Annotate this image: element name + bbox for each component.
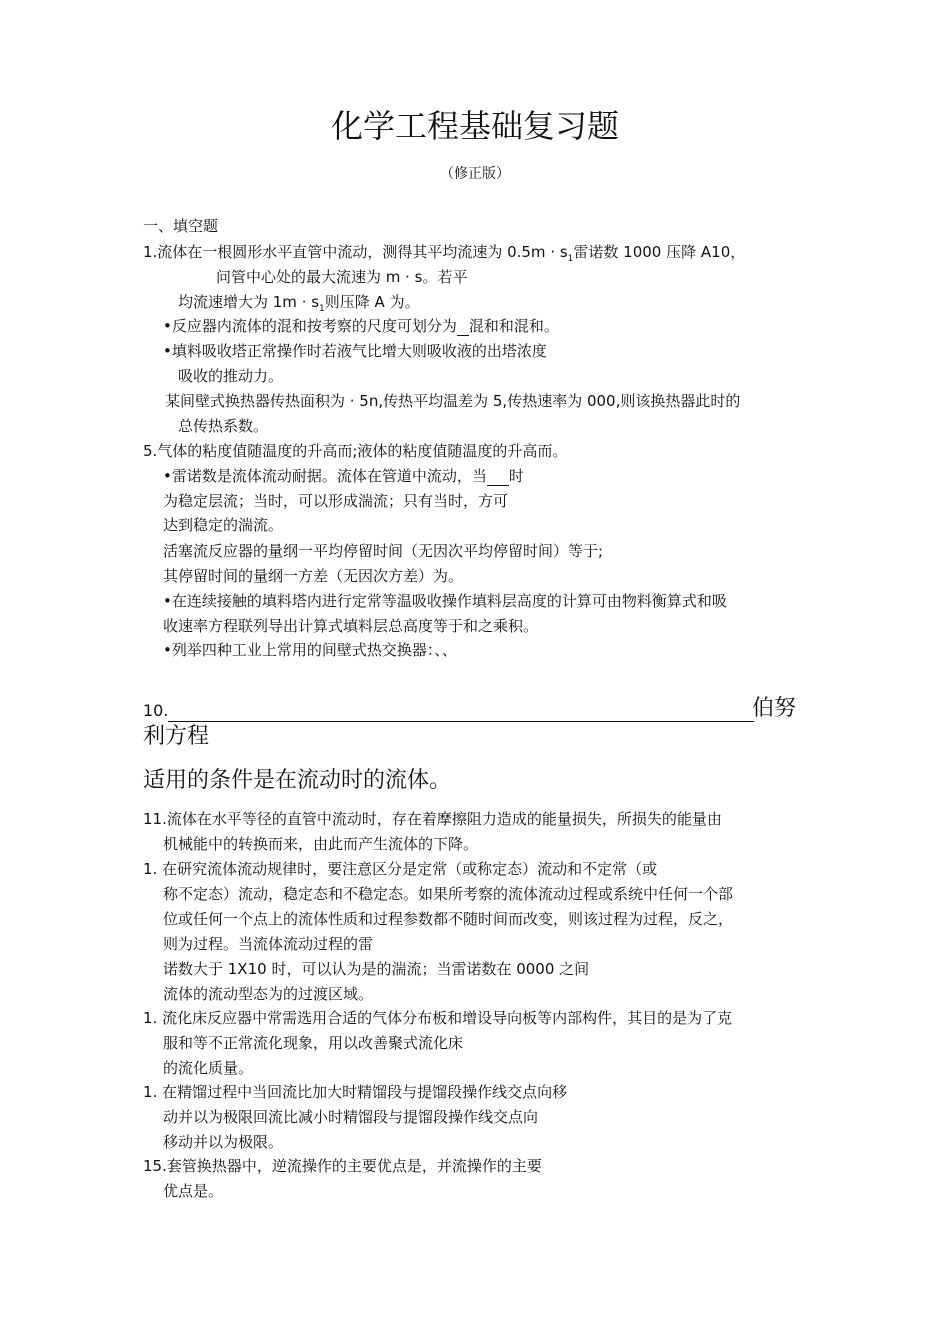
question-line: 某间壁式换热器传热面积为 · 5n,传热平均温差为 5,传热速率为 000,则该换热器此时的	[165, 392, 741, 410]
question-line: 优点是。	[163, 1182, 224, 1200]
question-line: 1. 在研究流体流动规律时，要注意区分是定常（或称定态）流动和不定常（或	[143, 860, 658, 878]
question-line: 服和等不正常流化现象，用以改善聚式流化床	[163, 1034, 464, 1052]
question-line: 收速率方程联列导出计算式填料层总高度等于和之乘积。	[163, 617, 539, 635]
question-line: 1. 流化床反应器中常需选用合适的气体分布板和增设导向板等内部构件，其目的是为了克	[143, 1009, 733, 1027]
question-line: 1. 在精馏过程中当回流比加大时精馏段与提馏段操作线交点向移	[143, 1083, 568, 1101]
question-line: 达到稳定的湍流。	[163, 516, 284, 534]
question-line: 10.	[143, 700, 754, 722]
question-line: 15.套管换热器中，逆流操作的主要优点是，并流操作的主要	[143, 1157, 542, 1175]
question-line: 适用的条件是在流动时的流体。	[143, 768, 452, 793]
question-line: 吸收的推动力。	[178, 367, 284, 385]
question-line: 5.气体的粘度值随温度的升高而;液体的粘度值随温度的升高而。	[143, 442, 568, 460]
question-line: 总传热系数。	[178, 417, 269, 435]
question-line: 机械能中的转换而来，由此而产生流体的下降。	[163, 835, 479, 853]
question-line: •在连续接触的填料塔内进行定常等温吸收操作填料层高度的计算可由物料衡算式和吸	[163, 592, 727, 610]
question-line: 利方程	[143, 724, 210, 749]
question-line: 为稳定层流；当时，可以形成湍流；只有当时，方可	[163, 492, 509, 510]
answer-blank	[168, 701, 754, 722]
question-line: 称不定态）流动，稳定态和不稳定态。如果所考察的流体流动过程或系统中任何一个部	[163, 885, 734, 903]
question-line: 伯努	[752, 696, 797, 721]
question-line: •反应器内流体的混和按考察的尺度可划分为 混和和混和。	[163, 317, 559, 335]
question-line: 问管中心处的最大流速为 m · s。若平	[216, 268, 468, 286]
document-title: 化学工程基础复习题	[330, 107, 619, 145]
question-line: 11.流体在水平等径的直管中流动时，存在着摩擦阻力造成的能量损失，所损失的能量由	[143, 810, 722, 828]
section-heading: 一、填空题	[143, 217, 219, 235]
question-line: 则为过程。当流体流动过程的雷	[163, 935, 374, 953]
answer-blank	[487, 469, 509, 486]
question-line: 移动并以为极限。	[163, 1133, 284, 1151]
question-line: •雷诺数是流体流动耐据。流体在管道中流动，当 时	[163, 467, 524, 485]
question-line: 1.流体在一根圆形水平直管中流动，测得其平均流速为 $0.5m \cdot s_1$雷诺数 1000 压降 A10，	[143, 243, 746, 264]
question-line: •列举四种工业上常用的间壁式热交换器：、、	[163, 641, 457, 659]
question-line: 动并以为极限回流比减小时精馏段与提馏段操作线交点向	[163, 1108, 539, 1126]
document-subtitle: （修正版）	[440, 166, 510, 182]
question-line: •填料吸收塔正常操作时若液气比增大则吸收液的出塔浓度	[163, 342, 547, 360]
question-line: 位或任何一个点上的流体性质和过程参数都不随时间而改变，则该过程为过程，反之，	[163, 910, 734, 928]
question-line: 的流化质量。	[163, 1059, 254, 1077]
question-line: 均流速增大为 $1m \cdot s_1$则压降 A 为。	[178, 293, 420, 314]
question-line: 活塞流反应器的量纲一平均停留时间（无因次平均停留时间）等于;	[163, 542, 604, 560]
question-line: 诺数大于 1X10 时，可以认为是的湍流；当雷诺数在 0000 之间	[163, 960, 590, 978]
question-line: 流体的流动型态为的过渡区域。	[163, 985, 374, 1003]
question-line: 其停留时间的量纲一方差（无因次方差）为。	[163, 567, 464, 585]
answer-blank	[457, 319, 469, 336]
